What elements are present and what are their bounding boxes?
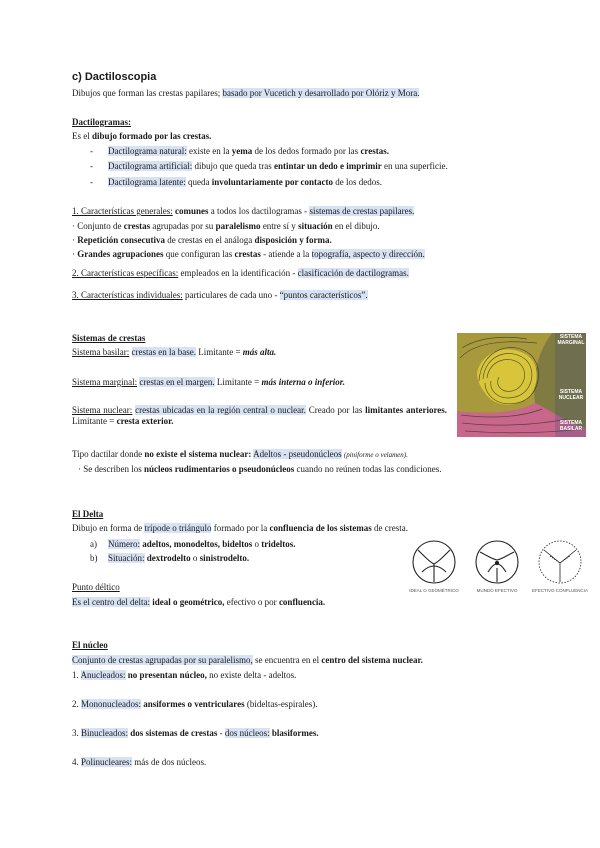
item-bold: involuntariamente por contacto [211, 177, 334, 187]
caption-confluencia: EFECTIVO CONFLUENCIA [531, 588, 589, 593]
dash-bullet: - [90, 161, 93, 171]
label-marginal: SISTEMA MARGINAL [557, 334, 585, 346]
delta-efectivo-icon [476, 541, 518, 583]
sistema-nuclear: Sistema nuclear: crestas ubicadas en la región central o nuclear. Creado por las limitantes anteriores. Limitante = cresta exterior. [72, 405, 448, 426]
caracteristica-line: · Grandes agrupaciones que configuran las crestas - atiende a la topografía, aspecto y dirección. [72, 249, 425, 259]
item-text: en una superficie. [384, 161, 448, 171]
item-label: Dactilograma latente: [108, 177, 186, 187]
nucleo-item: 1. Anucleados: no presentan núcleo, no existe delta - adeltos. [72, 670, 297, 680]
def-bold: dibujo formado por las crestas. [92, 131, 212, 141]
fingerprint-systems-image [457, 333, 586, 437]
nucleo-item: 4. Polinucleares: más de dos núcleos. [72, 757, 207, 767]
caracteristica-line: · Conjunto de crestas agrupadas por su paralelismo entre sí y situación en el dibujo. [72, 221, 380, 231]
delta-ideal-icon [413, 541, 455, 583]
dash-bullet: - [90, 177, 93, 187]
punto-deltico-label: Punto déltico [72, 582, 120, 592]
delta-definition: Dibujo en forma de trípode o triángulo formado por la confluencia de los sistemas de cresta. [72, 523, 408, 533]
intro-line [72, 88, 419, 99]
dash-bullet: - [90, 146, 93, 156]
caracteristicas-especificas: 2. Características específicas: empleados en la identificación - clasificación de dactilogramas. [72, 268, 409, 278]
item-label: Dactilograma natural: [108, 146, 187, 156]
sistemas-heading: Sistemas de crestas [72, 333, 146, 343]
caracteristicas-individuales: 3. Características individuales: particulares de cada uno - “puntos característicos”. [72, 290, 368, 300]
delta-heading: El Delta [72, 509, 104, 519]
delta-confluencia-icon [539, 541, 581, 583]
label-nuclear: SISTEMA NUCLEAR [558, 389, 584, 401]
delta-types-image [404, 536, 590, 606]
item-bold: comunes [174, 206, 209, 216]
section-title: c) Dactiloscopia [72, 71, 157, 83]
pseudonucleos-line: · Se describen los núcleos rudimentarios o pseudonúcleos cuando no reúnen todas las condiciones. [78, 464, 442, 474]
item-text: existe en la [188, 146, 230, 156]
intro-text: Dibujos que forman las crestas papilares; [72, 88, 221, 98]
item-bold: crestas. [360, 146, 390, 156]
item-text: dibujo que queda tras [194, 161, 272, 171]
nucleo-definition: Conjunto de crestas agrupadas por su paralelismo, se encuentra en el centro del sistema nuclear. [72, 655, 423, 665]
item-label: 1. Características generales: [72, 206, 173, 216]
caption-efectivo: MUNDO EFECTIVO [476, 588, 518, 593]
dactilogramas-heading: Dactilogramas: [72, 117, 131, 127]
item-bold: entintar un dedo e imprimir [273, 161, 382, 171]
item-text: de los dedos. [335, 177, 383, 187]
intro-highlight: basado por Vucetich y desarrollado por Olóriz y Mora. [222, 88, 420, 98]
caption-ideal: IDEAL O GEOMÉTRICO [409, 588, 459, 593]
nucleo-item: 3. Binucleados: dos sistemas de crestas - dos núcleos: blasiformes. [72, 728, 319, 738]
label-basilar: SISTEMA BASILAR [559, 420, 583, 432]
punto-deltico-definition: Es el centro del delta: ideal o geométrico, efectivo o por confluencia. [72, 597, 326, 607]
caracteristica-line: · Repetición consecutiva de crestas en el análoga disposición y forma. [72, 235, 332, 245]
caracteristicas-generales [72, 206, 414, 217]
item-text: queda [187, 177, 210, 187]
item-highlight: sistemas de crestas papilares. [309, 206, 415, 216]
def-text: Es el [72, 131, 90, 141]
tipo-dactilar: Tipo dactilar donde no existe el sistema nuclear: Adeltos - pseudonúcleos (piniforme o velamen). [72, 449, 408, 459]
item-label: Dactilograma artificial: [108, 161, 193, 171]
item-text: de los dedos formado por las [254, 146, 359, 156]
document-page: c) Dactiloscopia Dibujos que forman las crestas papilares; basado por Vucetich y desarrollado por Olóriz y Mora. Dactilogramas: Es el dibujo formado por las crestas. - Dactilograma natural: existe en la yema de los dedos formado por las crestas. - Dactilograma artificial: dibujo que queda tras entintar un dedo e imprimir en una superficie. - Dactilograma latente: queda involuntariamente por contacto de los dedos. 1. Características generales: comunes a todos los dactilogramas - sistemas de crestas papilares. · Conjunto de crestas agrupadas por su paralelismo entre sí y situación en el dibujo. · Repetición consecutiva de crestas en el análoga disposición y forma. · Grandes agrupaciones que configuran las crestas - atiende a la topografía, aspecto y dirección. 2. Características específicas: empleados en la identificación - clasificación de dactilogramas. 3. Características individuales: particulares de cada uno - “puntos característicos”. Sistemas de crestas Sistema basilar: crestas en la base. Limitante = más alta. Sistema marginal: crestas en el margen. Limitante = más interna o inferior. Sistema nuclear: crestas ubicadas en la región central o nuclear. Creado por las limitantes anteriores. Limitante = cresta exterior. SISTEMA MARGINAL SISTEMA NUCLEAR SISTEMA BASILAR Tipo dactilar donde no existe el sistema nuclear: Adeltos - pseudonúcleos (piniforme o velamen). · Se describen los núcleos rudimentarios o pseudonúcleos cuando no reúnen todas las condiciones. El Delta Dibujo en forma de trípode o triángulo formado por la confluencia de los sistemas de cresta. a) Número: adeltos, monodeltos, bideltos o trideltos. b) Situación: dextrodelto o sinistrodelto. Punto déltico Es el centro del delta: ideal o geométrico, efectivo o por confluencia. IDEAL O GEOMÉTRICO MUNDO EFECTIVO EFECTIVO CONFLUENCIA El núcleo Conjunto de crestas agrupadas por su paralelismo, se encuentra en el centro del sistema nuclear. 1. Anucleados: no presentan núcleo, no existe delta - adeltos. 2. Mononucleados: ansiformes o ventriculares (bideltas-espirales). 3. Binucleados: dos sistemas de crestas - dos núcleos: blasiformes. 4. Polinucleares: más de dos núcleos. [72, 71, 589, 767]
item-text: a todos los dactilogramas - [210, 206, 308, 216]
dactilogramas-definition [72, 131, 211, 142]
nucleo-heading: El núcleo [72, 640, 108, 650]
sistema-marginal: Sistema marginal: crestas en el margen. Limitante = más interna o inferior. [72, 377, 345, 387]
nucleo-item: 2. Mononucleados: ansiformes o ventriculares (bideltas-espirales). [72, 699, 318, 709]
sistema-basilar: Sistema basilar: crestas en la base. Limitante = más alta. [72, 347, 277, 357]
item-bold: yema [231, 146, 253, 156]
